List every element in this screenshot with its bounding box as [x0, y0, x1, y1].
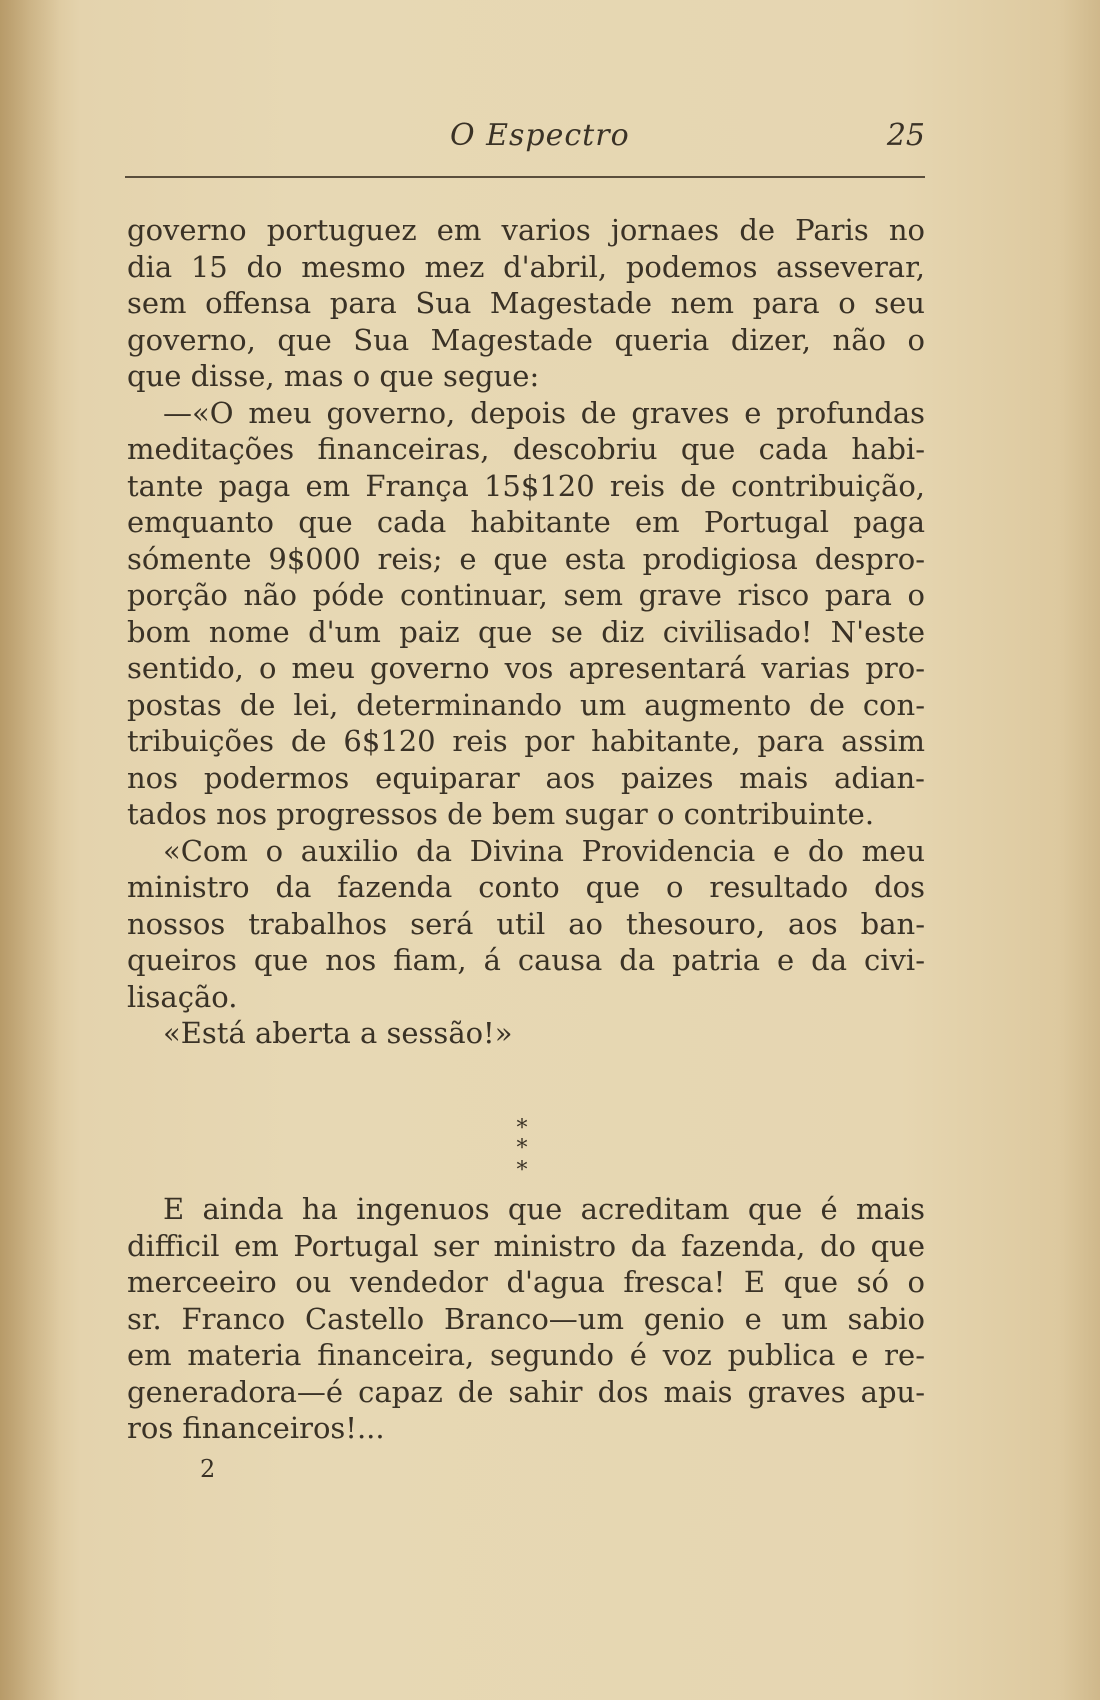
- text-line: emquanto que cada habitante em Portugal paga: [127, 505, 925, 539]
- text-line: —«O meu governo, depois de graves e profundas: [163, 395, 925, 430]
- text-line: «Com o auxilio da Divina Providencia e do meu: [163, 833, 925, 868]
- text-line: difficil em Portugal ser ministro da fazenda, do que: [127, 1228, 925, 1263]
- page-number: 25: [886, 118, 925, 153]
- text-line: que disse, mas o que segue:: [127, 359, 540, 393]
- text-line: sómente 9$000 reis; e que esta prodigiosa despro-: [127, 541, 925, 576]
- text-line: porção não póde continuar, sem grave risco para o: [127, 578, 925, 612]
- text-line: sentido, o meu governo vos apresentará varias pro-: [127, 651, 925, 685]
- text-line: nos podermos equiparar aos paizes mais adian-: [127, 760, 925, 795]
- text-line: merceeiro ou vendedor d'agua fresca! E que só o: [127, 1265, 925, 1299]
- page-gutter-shadow: [0, 0, 60, 1700]
- signature-mark: 2: [200, 1455, 216, 1483]
- text-block-speech: [127, 212, 925, 1052]
- text-line: sem offensa para Sua Magestade nem para o seu: [127, 286, 925, 320]
- text-line: tados nos progressos de bem sugar o contribuinte.: [127, 797, 875, 831]
- running-header: [125, 118, 925, 168]
- text-line: dia 15 do mesmo mez d'abril, podemos asseverar,: [127, 249, 925, 284]
- text-line: governo, que Sua Magestade queria dizer, não o: [127, 322, 925, 357]
- text-line: meditações financeiras, descobriu que cada habi-: [127, 432, 925, 466]
- text-line: «Está aberta a sessão!»: [163, 1016, 513, 1050]
- text-block-commentary: [127, 1191, 925, 1447]
- text-line: sr. Franco Castello Branco—um genio e um sabio: [127, 1301, 925, 1336]
- asterism-bottom: * *: [516, 1136, 550, 1183]
- header-rule: [125, 176, 925, 178]
- text-line: tante paga em França 15$120 reis de contribuição,: [127, 468, 925, 503]
- text-line: nossos trabalhos será util ao thesouro, aos ban-: [127, 906, 925, 941]
- text-line: bom nome d'um paiz que se diz civilisado! N'este: [127, 614, 925, 649]
- text-line: ros financeiros!...: [127, 1411, 385, 1445]
- running-title: O Espectro: [450, 118, 630, 153]
- text-line: lisação.: [127, 979, 238, 1014]
- text-line: postas de lei, determinando um augmento de con-: [127, 687, 925, 722]
- text-line: em materia financeira, segundo é voz publica e re-: [127, 1338, 925, 1372]
- text-line: generadora—é capaz de sahir dos mais graves apu-: [127, 1374, 925, 1409]
- text-line: governo portuguez em varios jornaes de Paris no: [127, 213, 925, 247]
- text-line: E ainda ha ingenuos que acreditam que é mais: [163, 1192, 925, 1226]
- text-line: queiros que nos fiam, á causa da patria e da civi-: [127, 943, 925, 977]
- asterism-top: *: [516, 1116, 528, 1141]
- text-line: tribuições de 6$120 reis por habitante, para assim: [127, 724, 925, 758]
- text-line: ministro da fazenda conto que o resultado dos: [127, 870, 925, 904]
